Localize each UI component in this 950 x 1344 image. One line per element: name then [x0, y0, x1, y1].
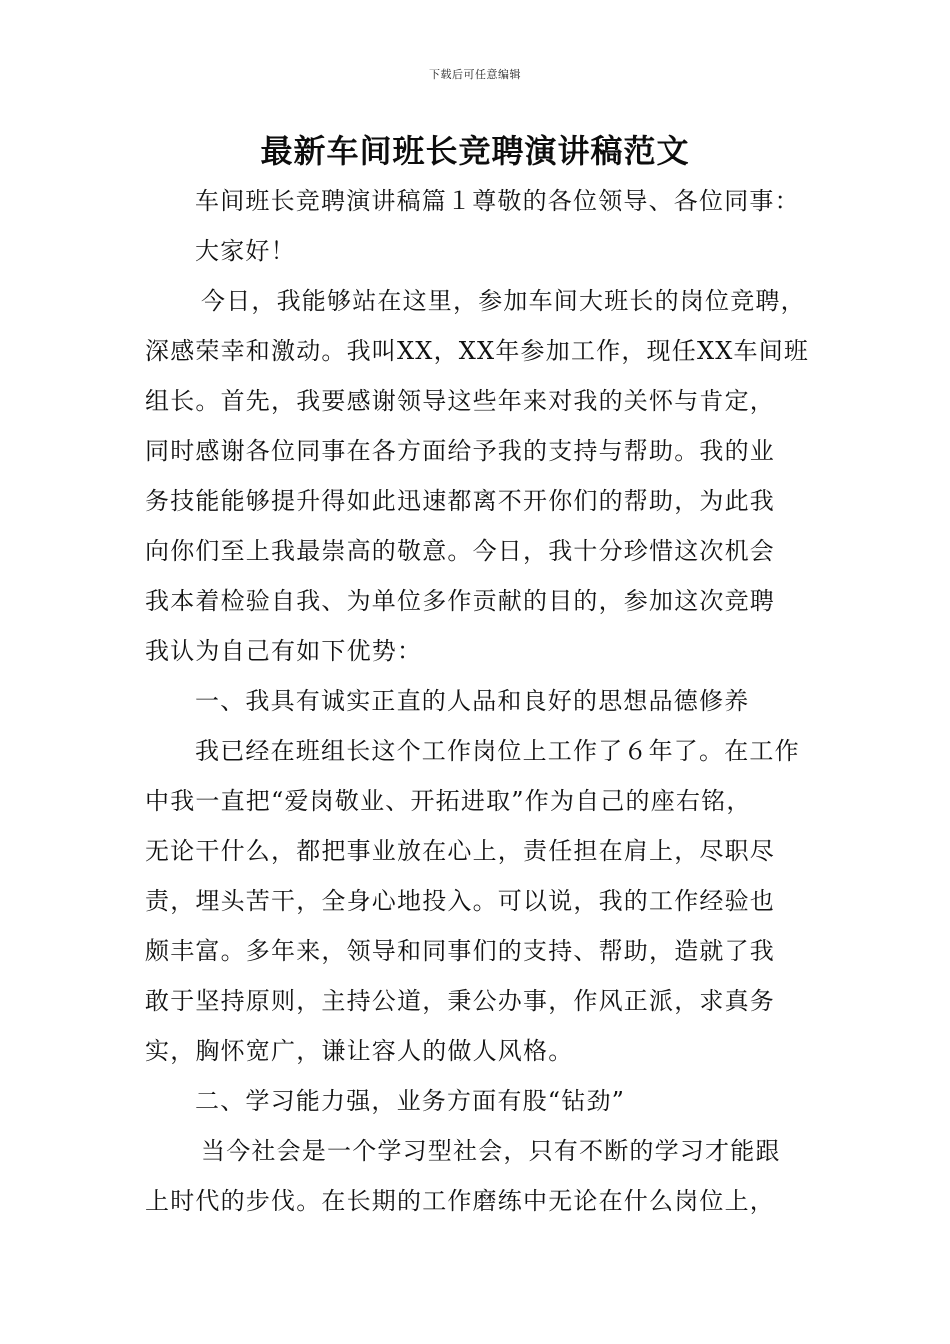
paragraph-line: 敢于坚持原则，主持公道，秉公办事，作风正派，求真务	[145, 987, 775, 1015]
paragraph-line: 向你们至上我最崇高的敬意。今日，我十分珍惜这次机会	[145, 537, 775, 565]
paragraph-line: 责，埋头苦干，全身心地投入。可以说，我的工作经验也	[145, 887, 775, 915]
paragraph-line: 同时感谢各位同事在各方面给予我的支持与帮助。我的业	[145, 437, 775, 465]
paragraph-line: 深感荣幸和激动。我叫XX，XX年参加工作，现任XX车间班	[145, 337, 810, 365]
section-heading: 二、学习能力强，业务方面有股“钻劲”	[195, 1087, 626, 1115]
paragraph-line: 车间班长竞聘演讲稿篇１尊敬的各位领导、各位同事：	[195, 187, 800, 215]
paragraph-line: 颇丰富。多年来，领导和同事们的支持、帮助，造就了我	[145, 937, 775, 965]
paragraph-line: 实，胸怀宽广，谦让容人的做人风格。	[145, 1037, 574, 1065]
paragraph-line: 上时代的步伐。在长期的工作磨练中无论在什么岗位上，	[145, 1187, 775, 1215]
paragraph-line: 中我一直把“爱岗敬业、开拓进取”作为自己的座右铭，	[145, 787, 752, 815]
document-title: 最新车间班长竞聘演讲稿范文	[260, 132, 690, 170]
paragraph-line: 我已经在班组长这个工作岗位上工作了６年了。在工作	[195, 737, 800, 765]
paragraph-line: 组长。首先，我要感谢领导这些年来对我的关怀与肯定，	[145, 387, 775, 415]
paragraph-line: 我认为自己有如下优势：	[145, 637, 423, 665]
document-body	[145, 176, 835, 1226]
paragraph-line: 我本着检验自我、为单位多作贡献的目的，参加这次竞聘	[145, 587, 775, 615]
section-heading: 一、我具有诚实正直的人品和良好的思想品德修养	[195, 687, 750, 715]
paragraph-line: 大家好！	[195, 237, 296, 265]
paragraph-line: 无论干什么，都把事业放在心上，责任担在肩上，尽职尽	[145, 837, 775, 865]
paragraph-line: 当今社会是一个学习型社会，只有不断的学习才能跟	[201, 1137, 781, 1165]
paragraph-line: 今日，我能够站在这里，参加车间大班长的岗位竞聘，	[201, 287, 806, 315]
header-note: 下载后可任意编辑	[429, 68, 521, 81]
paragraph-line: 务技能能够提升得如此迅速都离不开你们的帮助，为此我	[145, 487, 775, 515]
